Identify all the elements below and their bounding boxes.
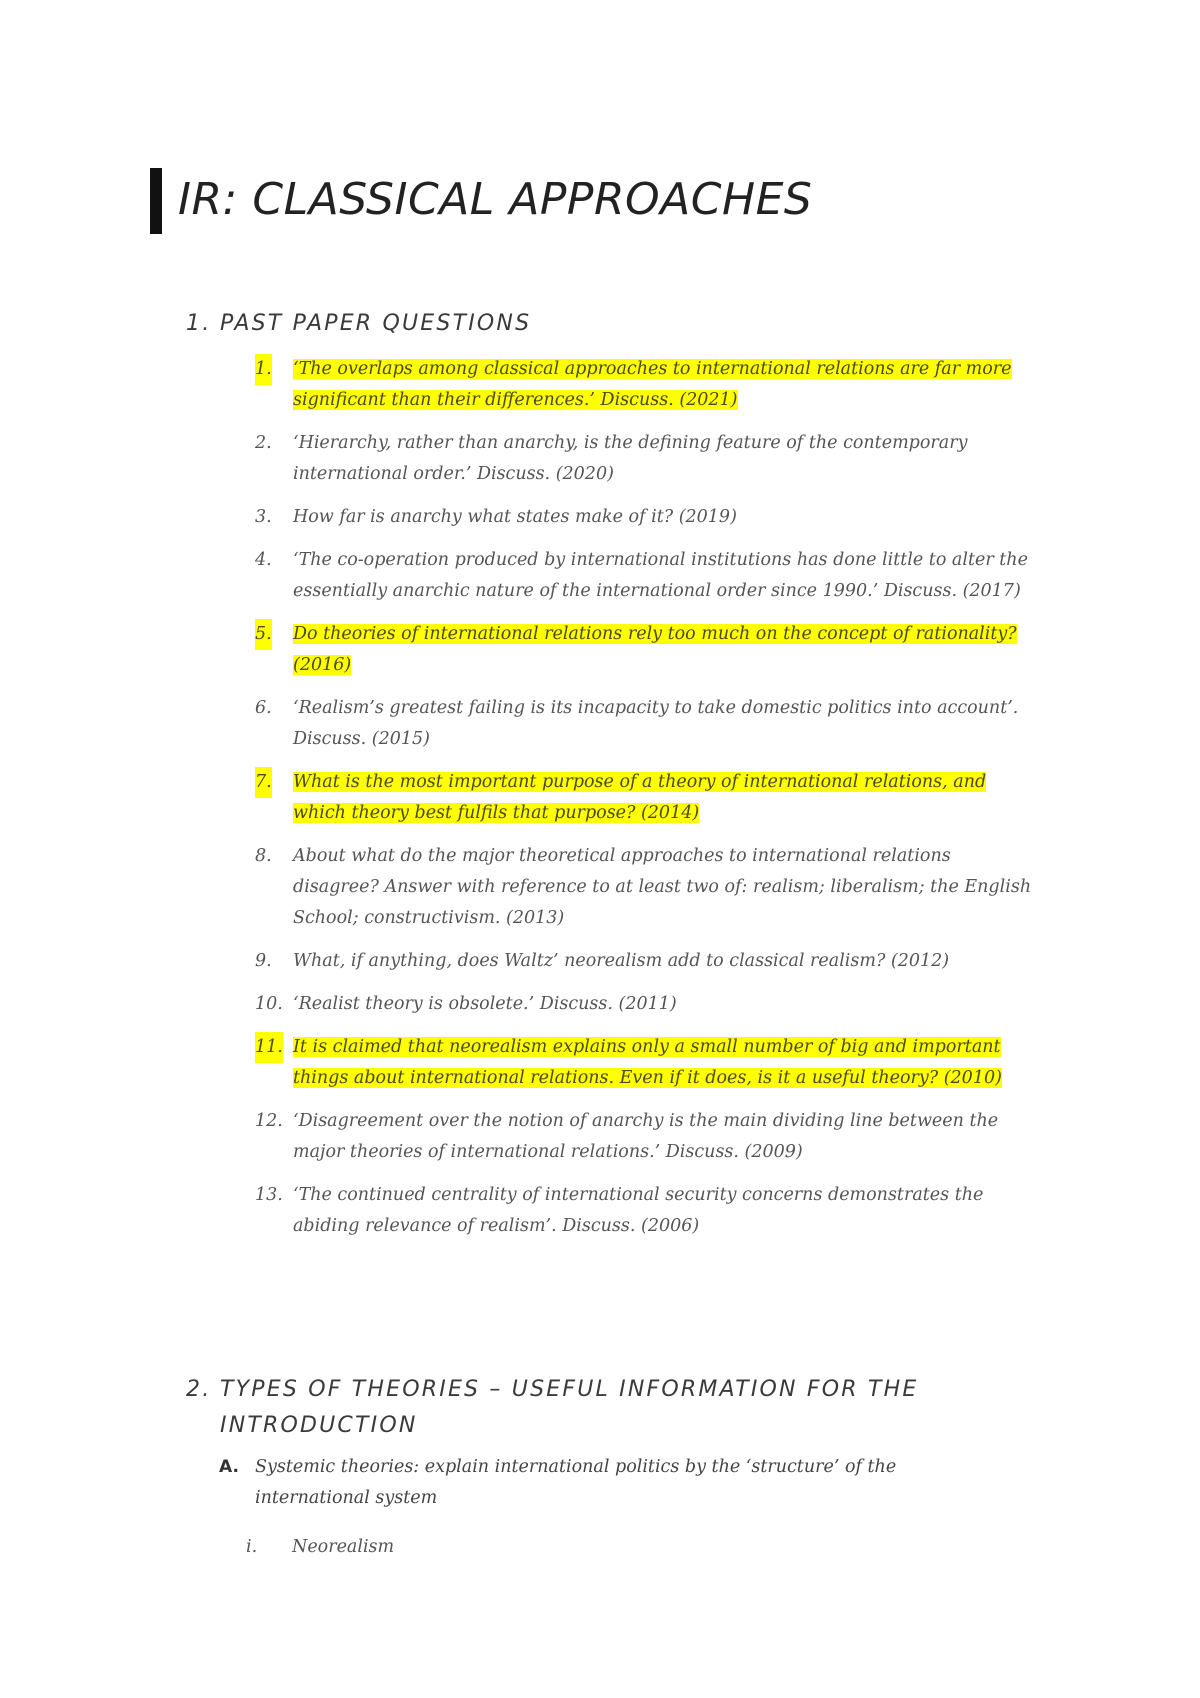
question-item [255,619,1035,681]
question-item [255,841,1035,934]
subsection-text: Systemic theories: explain international politics by the ‘structure’ of the international system [255,1457,897,1508]
question-number: 8. [255,846,272,866]
section-number: 2. [186,1377,212,1402]
question-number: 2. [255,433,272,453]
question-item [255,354,1035,416]
question-text: It is claimed that neorealism explains only a small number of big and important things about international relations. Even if it does, is it a useful theory? (2010) [293,1037,1002,1088]
question-text: How far is anarchy what states make of it? (2019) [293,507,737,527]
question-item [255,1106,1035,1168]
question-text: ‘Hierarchy, rather than anarchy, is the defining feature of the contemporary international order.’ Discuss. (2020) [293,433,968,484]
question-item [255,1180,1035,1242]
question-text: ‘The co-operation produced by international institutions has done little to alter the essentially anarchic nature of the international order since 1990.’ Discuss. (2017) [293,550,1028,601]
question-item [255,545,1035,607]
question-number: 11. [255,1032,283,1063]
question-number: 5. [255,619,272,650]
question-number: 10. [255,994,283,1014]
page-title: IR: CLASSICAL APPROACHES [178,174,813,225]
question-text: ‘The overlaps among classical approaches to international relations are far more significant than their differences.’ Discuss. (2021) [293,359,1012,410]
subsection-letter: A. [219,1457,239,1477]
question-item [255,428,1035,490]
question-number: 9. [255,951,272,971]
section-heading-text: TYPES OF THEORIES – USEFUL INFORMATION FOR THE INTRODUCTION [220,1377,919,1438]
question-number: 3. [255,507,272,527]
section-heading-types-of-theories [186,1372,926,1444]
sub-item-numeral: i. [246,1537,258,1557]
question-item [255,989,1035,1020]
question-number: 4. [255,550,272,570]
question-item [255,693,1035,755]
question-number: 13. [255,1185,283,1205]
question-text: ‘Realism’s greatest failing is its incapacity to take domestic politics into account’. Discuss. (2015) [293,698,1019,749]
question-item [255,502,1035,533]
section-heading-text: PAST PAPER QUESTIONS [220,311,532,336]
question-number: 12. [255,1111,283,1131]
title-accent-bar [150,168,162,234]
question-text: What, if anything, does Waltz’ neorealism add to classical realism? (2012) [293,951,950,971]
subsection-systemic-theories [219,1452,939,1514]
question-number: 1. [255,354,272,385]
section-number: 1. [186,311,212,336]
question-number: 7. [255,767,272,798]
past-paper-question-list [255,354,1035,1254]
question-item [255,1032,1035,1094]
question-text: What is the most important purpose of a theory of international relations, and which theory best fulfils that purpose? (2014) [293,772,987,823]
question-text: ‘The continued centrality of international security concerns demonstrates the abiding relevance of realism’. Discuss. (2006) [293,1185,984,1236]
sub-item-neorealism [246,1532,394,1563]
question-text: ‘Disagreement over the notion of anarchy is the main dividing line between the major theories of international relations.’ Discuss. (2009) [293,1111,999,1162]
question-text: ‘Realist theory is obsolete.’ Discuss. (2011) [293,994,677,1014]
question-number: 6. [255,698,272,718]
question-text: About what do the major theoretical approaches to international relations disagree? Answer with reference to at least two of: realism; liberalism; the English School; constructivism. (2013) [293,846,1032,928]
section-heading-past-papers [186,306,906,342]
question-item [255,946,1035,977]
question-text: Do theories of international relations rely too much on the concept of rationality? (2016) [293,624,1017,675]
question-item [255,767,1035,829]
sub-item-text: Neorealism [292,1537,395,1557]
